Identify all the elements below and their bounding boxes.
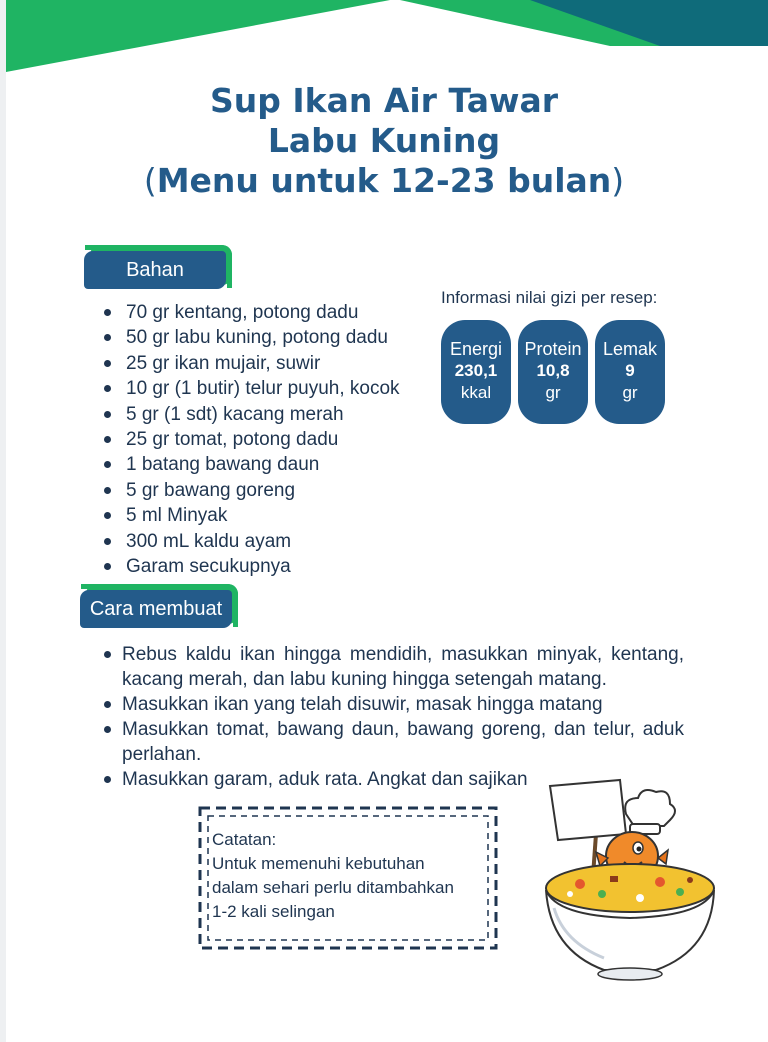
step-item: Masukkan tomat, bawang daun, bawang goreng, dan telur, aduk perlahan. [104,717,684,767]
fish-chef-soup-bowl-illustration [540,778,720,988]
ingredient-item: 50 gr labu kuning, potong dadu [104,325,400,350]
title-line-1: Sup Ikan Air Tawar [209,81,558,120]
steps-list [104,642,684,792]
ingredient-item: 5 gr bawang goreng [104,478,400,503]
nutrition-fat-unit: gr [622,383,638,402]
title-line-3 [0,162,768,200]
ingredient-item: 5 gr (1 sdt) kacang merah [104,402,400,427]
ingredient-item: 1 batang bawang daun [104,452,400,477]
note-heading: Catatan: [212,830,277,849]
nutrition-protein-name: Protein [524,339,582,359]
title-menu-age: Menu untuk 12-23 bulan [156,161,612,200]
note-line-3: 1-2 kali selingan [212,902,335,921]
nutrition-fat [595,320,665,424]
note-content [212,828,454,924]
nutrition-label: Informasi nilai gizi per resep: [441,288,658,307]
bahan-heading: Bahan [84,251,226,289]
cara-heading: Cara membuat [80,590,232,628]
nutrition-protein-unit: gr [545,383,561,402]
ingredient-item: 5 ml Minyak [104,503,400,528]
note-box [196,804,500,952]
nutrition-fat-value: 9 [625,361,635,380]
ingredient-item: 25 gr tomat, potong dadu [104,427,400,452]
title-paren-open: ( [143,161,157,200]
nutrition-energy [441,320,511,424]
ingredient-item: 300 mL kaldu ayam [104,529,400,554]
nutrition-energy-name: Energi [449,339,503,359]
nutrition-protein-value: 10,8 [536,361,570,380]
header-banner [0,0,768,80]
step-item: Masukkan ikan yang telah disuwir, masak hingga matang [104,692,684,717]
title-paren-close: ) [611,161,625,200]
ingredient-item: 70 gr kentang, potong dadu [104,300,400,325]
nutrition-fat-name: Lemak [602,339,658,359]
ingredient-item: 25 gr ikan mujair, suwir [104,351,400,376]
ingredients-list [104,300,400,579]
note-line-1: Untuk memenuhi kebutuhan [212,854,425,873]
nutrition-energy-value: 230,1 [454,361,498,380]
step-item: Rebus kaldu ikan hingga mendidih, masukkan minyak, kentang, kacang merah, dan labu kuning hingga setengah matang. [104,642,684,692]
nutrition-energy-unit: kkal [460,383,492,402]
nutrition-protein [518,320,588,424]
ingredient-item: 10 gr (1 butir) telur puyuh, kocok [104,376,400,401]
ingredient-item: Garam secukupnya [104,554,400,579]
header-green-left [6,0,390,72]
note-line-2: dalam sehari perlu ditambahkan [212,878,454,897]
title-line-2: Labu Kuning [267,121,501,160]
step-item: Masukkan garam, aduk rata. Angkat dan sajikan [104,767,684,792]
